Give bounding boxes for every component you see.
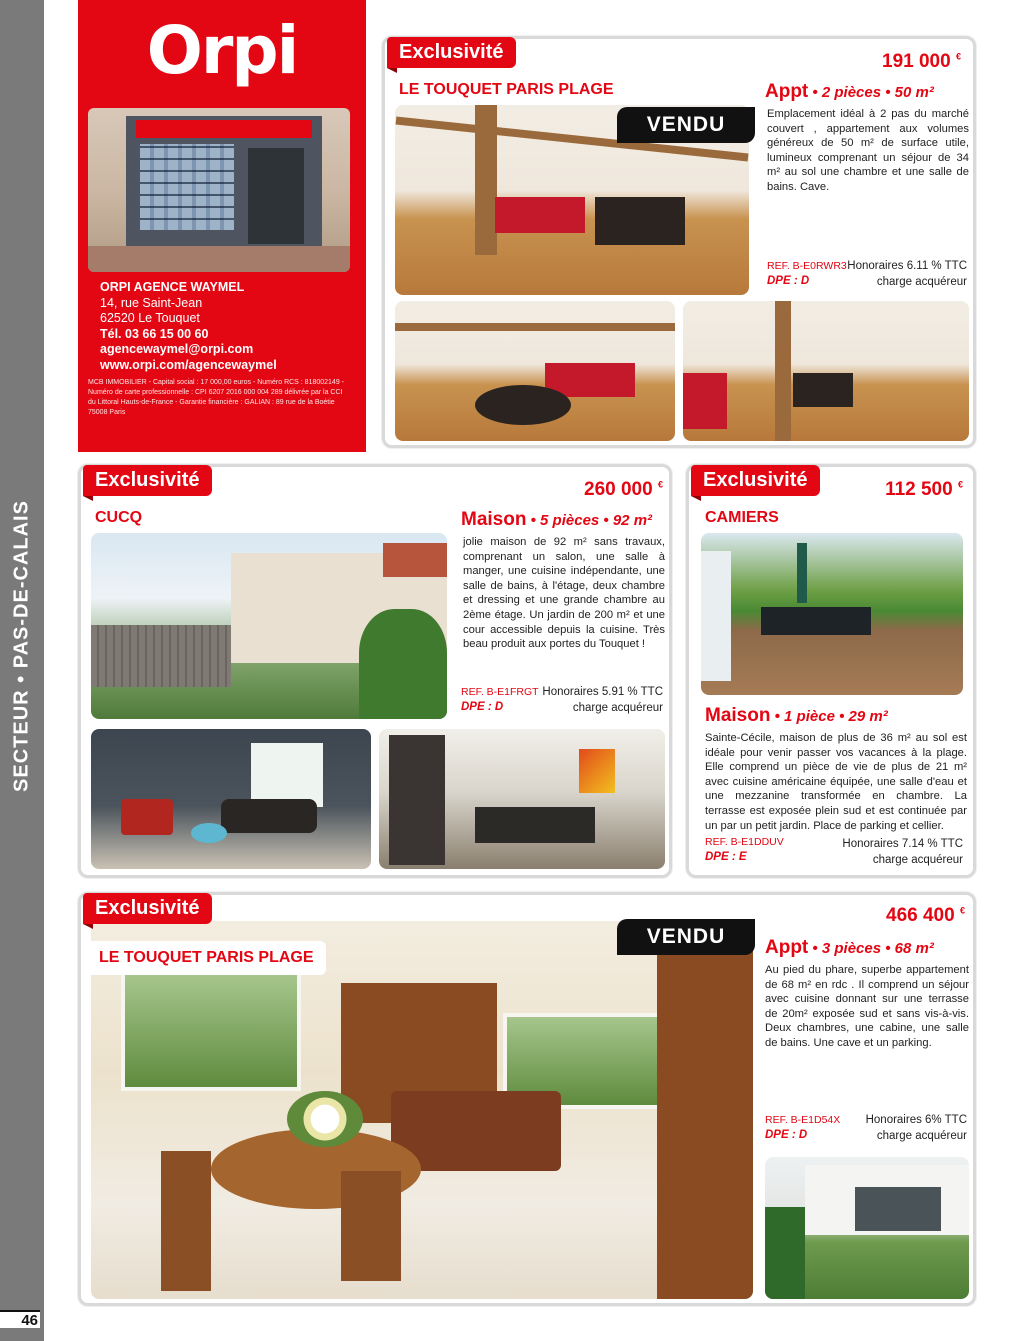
listing-card-1 bbox=[382, 36, 976, 448]
listing-photo-2 bbox=[91, 729, 371, 869]
listing-type-line: Appt • 3 pièces • 68 m² bbox=[765, 937, 934, 958]
sold-badge: VENDU bbox=[617, 919, 755, 955]
listing-dpe: DPE : D bbox=[765, 1129, 808, 1141]
listing-fees: Honoraires 6.11 % TTC charge acquéreur bbox=[847, 260, 967, 288]
agency-contact bbox=[100, 280, 352, 373]
listing-description: jolie maison de 92 m² sans travaux, comprenant un salon, une salle à manger, une cuisine indépendante, une salle de bains, à l'étage, deux chambre et dressing et une grande chambre au 2ème étage. Un jardin de 200 m² et une cour accessible depuis la cuisine. Très beau produit aux portes du Touquet ! bbox=[463, 536, 665, 651]
listing-price: 191 000 € bbox=[882, 51, 961, 72]
listing-type: Maison bbox=[461, 509, 527, 530]
listing-photo-3 bbox=[379, 729, 665, 869]
listing-city: LE TOUQUET PARIS PLAGE bbox=[87, 941, 326, 975]
listing-price: 112 500 € bbox=[885, 479, 963, 500]
exclusivity-tag: Exclusivité bbox=[83, 465, 212, 496]
agency-shopfront-photo bbox=[88, 108, 350, 272]
agency-legal-notice: MCB IMMOBILIER - Capital social : 17 000,00 euros - Numéro RCS : 818002149 - Numéro de carte professionnelle : CPI 6207 2016 000 004 289 délivrée par la CCI du Littoral Hauts-de-France - Garantie financière : GALIAN : 89 rue de la Boétie 75008 Paris bbox=[88, 379, 344, 416]
exclusivity-tag: Exclusivité bbox=[387, 37, 516, 68]
listing-photo-2 bbox=[765, 1157, 969, 1299]
agency-website[interactable]: www.orpi.com/agencewaymel bbox=[100, 357, 277, 372]
listing-details: 3 pièces • 68 m² bbox=[821, 940, 934, 957]
listing-description: Emplacement idéal à 2 pas du marché couvert , appartement aux volumes généreux de 50 m² de surface utile, lumineux comprenant un séjour de 34 m² au sol une chambre et une salle de bains. Cave. bbox=[767, 108, 969, 193]
listing-card-4 bbox=[78, 892, 976, 1306]
section-label: SECTEUR • PAS-DE-CALAIS bbox=[10, 500, 33, 792]
listing-city: LE TOUQUET PARIS PLAGE bbox=[399, 81, 614, 98]
listing-fees: Honoraires 5.91 % TTC charge acquéreur bbox=[542, 686, 663, 714]
listing-photo-main bbox=[91, 533, 447, 719]
listing-photo-main bbox=[91, 921, 753, 1299]
sold-badge: VENDU bbox=[617, 107, 755, 143]
listing-details: 1 pièce • 29 m² bbox=[784, 708, 888, 725]
agency-email[interactable]: agencewaymel@orpi.com bbox=[100, 342, 254, 356]
listing-description: Sainte-Cécile, maison de plus de 36 m² au sol est idéale pour venir passer vos vacances à la plage. Elle comprend un pièce de vie de plus de 21 m² avec cuisine américaine équipée, une salle d'eau et une mezzanine transformée en chambre. La terrasse est exposée plein sud et est continuée par un par un petit jardin. Place de parking et cellier. bbox=[705, 732, 967, 832]
listing-ref: REF. B-E1DDUV bbox=[705, 836, 784, 848]
listing-card-2 bbox=[78, 464, 672, 878]
listing-type: Maison bbox=[705, 705, 771, 726]
listing-price: 260 000 € bbox=[584, 479, 663, 500]
listing-card-3 bbox=[686, 464, 976, 878]
exclusivity-tag: Exclusivité bbox=[83, 893, 212, 924]
listing-city: CUCQ bbox=[95, 509, 143, 526]
listing-price: 466 400 € bbox=[886, 905, 965, 926]
listing-description: Au pied du phare, superbe appartement de 68 m² en rdc . Il comprend un séjour avec cuisine donnant sur une terrasse de 20m² exposée sud et sans vis-à-vis. Deux chambres, une cabine, une salle de bains. Une cave et un parking. bbox=[765, 964, 969, 1049]
listing-dpe: DPE : E bbox=[705, 851, 747, 863]
listing-details: 2 pièces • 50 m² bbox=[821, 84, 934, 101]
agency-name: ORPI AGENCE WAYMEL bbox=[100, 280, 245, 294]
listing-ref: REF. B-E1FRGT bbox=[461, 686, 539, 698]
agency-phone: Tél. 03 66 15 00 60 bbox=[100, 326, 209, 341]
listing-city: CAMIERS bbox=[705, 509, 779, 526]
listing-photo-3 bbox=[683, 301, 969, 441]
orpi-logo: Orpi bbox=[146, 12, 298, 89]
listing-ref: REF. B-E0RWR3 bbox=[767, 260, 847, 272]
page-number: 46 bbox=[0, 1310, 40, 1328]
listing-dpe: DPE : D bbox=[461, 701, 504, 713]
listing-details: 5 pièces • 92 m² bbox=[540, 512, 653, 529]
listing-type-line: Maison • 5 pièces • 92 m² bbox=[461, 509, 653, 530]
agency-address-line2: 62520 Le Touquet bbox=[100, 311, 200, 325]
listing-type-line: Maison • 1 pièce • 29 m² bbox=[705, 705, 888, 726]
agency-card bbox=[78, 0, 366, 452]
listing-type-line: Appt • 2 pièces • 50 m² bbox=[765, 81, 934, 102]
agency-address-line1: 14, rue Saint-Jean bbox=[100, 295, 203, 310]
listing-fees: Honoraires 7.14 % TTC charge acquéreur bbox=[842, 838, 963, 866]
listing-ref: REF. B-E1D54X bbox=[765, 1114, 841, 1126]
listing-photo-2 bbox=[395, 301, 675, 441]
listing-fees: Honoraires 6% TTC charge acquéreur bbox=[865, 1114, 967, 1142]
exclusivity-tag: Exclusivité bbox=[691, 465, 820, 496]
listing-photo-main bbox=[701, 533, 963, 695]
listing-type: Appt bbox=[765, 81, 809, 102]
listing-type: Appt bbox=[765, 937, 809, 958]
listing-dpe: DPE : D bbox=[767, 275, 810, 287]
